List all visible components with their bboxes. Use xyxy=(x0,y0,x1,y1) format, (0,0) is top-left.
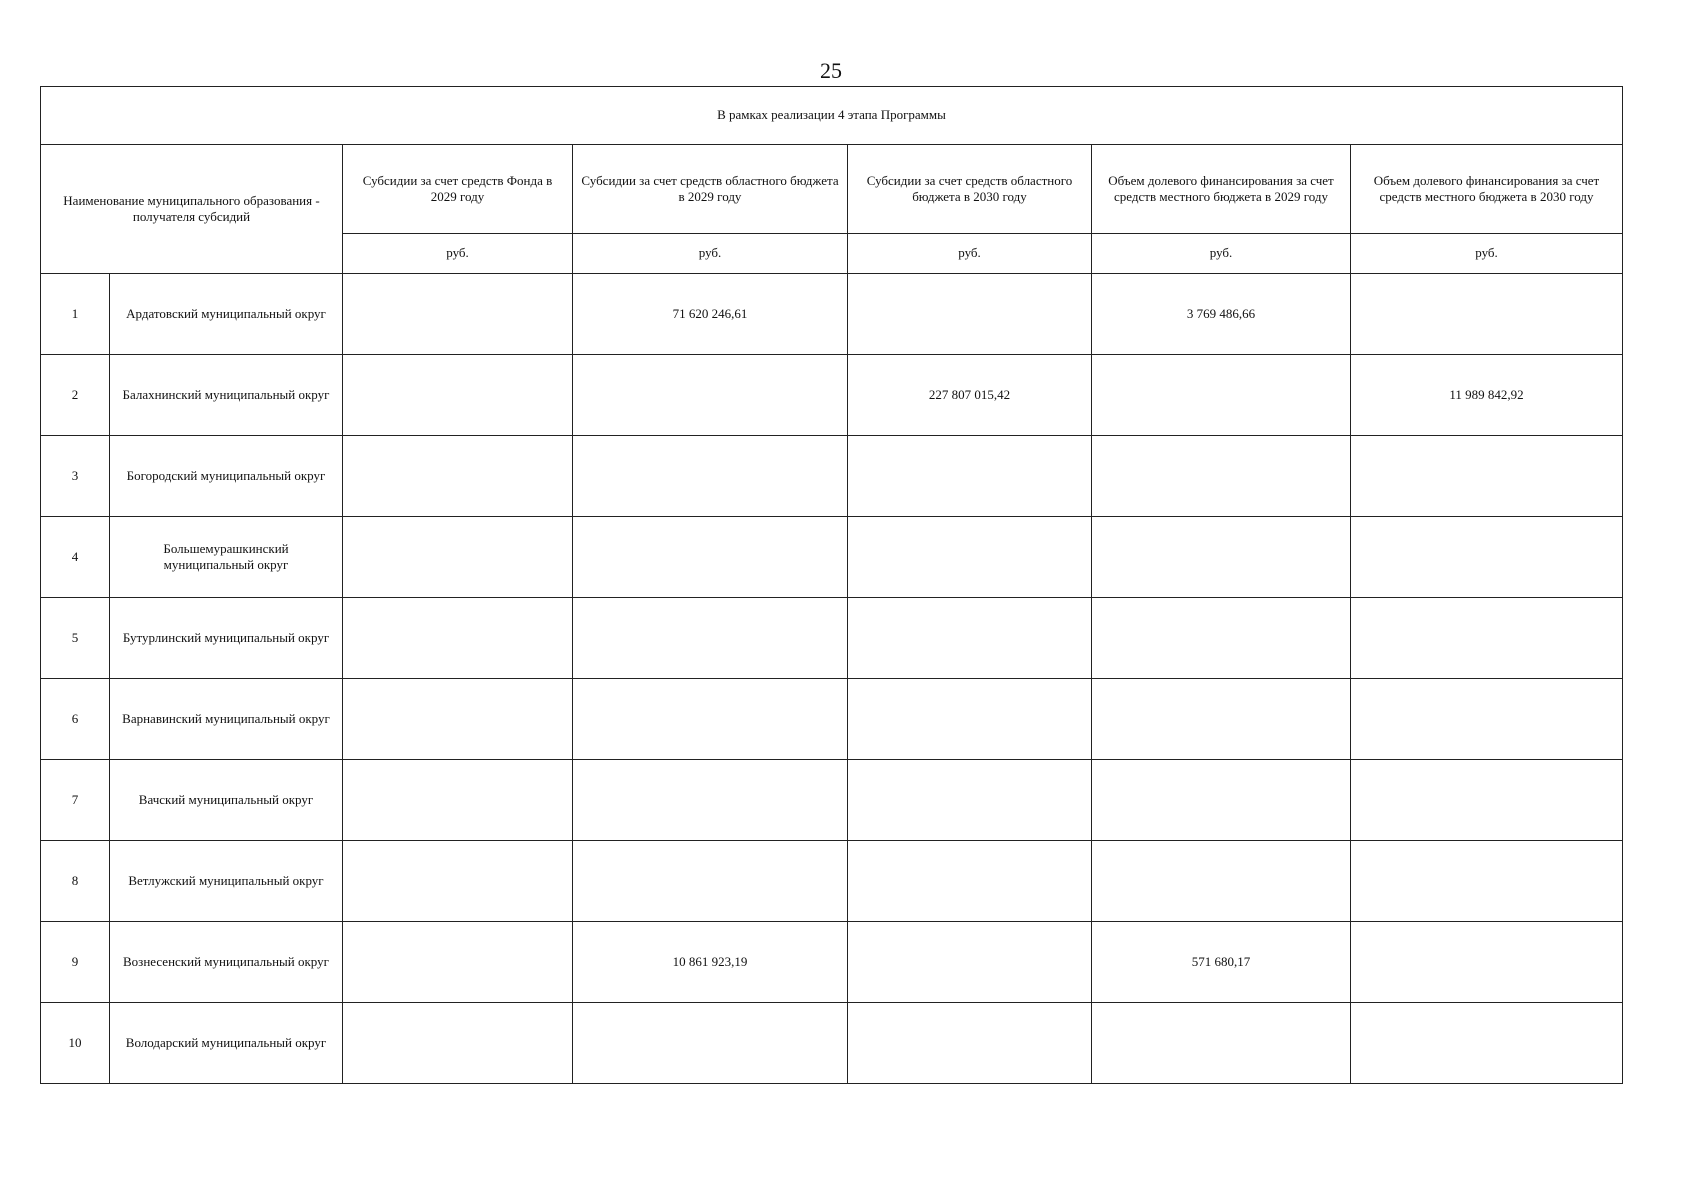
amount-cell xyxy=(1351,598,1623,679)
amount-cell xyxy=(343,517,573,598)
amount-cell xyxy=(848,517,1092,598)
amount-cell xyxy=(343,679,573,760)
table-row xyxy=(41,517,1623,598)
municipality-name: Вознесенский муниципальный округ xyxy=(110,922,343,1003)
row-number: 5 xyxy=(41,598,110,679)
header-fund-2029: Субсидии за счет средств Фонда в 2029 году xyxy=(343,145,573,234)
table-row xyxy=(41,436,1623,517)
unit-label: руб. xyxy=(1351,234,1623,274)
municipality-name: Балахнинский муниципальный округ xyxy=(110,355,343,436)
amount-cell xyxy=(343,436,573,517)
amount-cell xyxy=(573,760,848,841)
header-local-2030: Объем долевого финансирования за счет средств местного бюджета в 2030 году xyxy=(1351,145,1623,234)
amount-cell: 11 989 842,92 xyxy=(1351,355,1623,436)
amount-cell xyxy=(343,760,573,841)
amount-cell xyxy=(848,1003,1092,1084)
amount-cell: 10 861 923,19 xyxy=(573,922,848,1003)
row-number: 10 xyxy=(41,1003,110,1084)
amount-cell: 227 807 015,42 xyxy=(848,355,1092,436)
amount-cell xyxy=(343,355,573,436)
header-recipient-name: Наименование муниципального образования - получателя субсидий xyxy=(41,145,343,274)
table-row xyxy=(41,274,1623,355)
amount-cell xyxy=(848,436,1092,517)
amount-cell xyxy=(1351,760,1623,841)
subsidy-table xyxy=(40,86,1623,1084)
table-row xyxy=(41,922,1623,1003)
amount-cell xyxy=(848,274,1092,355)
amount-cell xyxy=(573,436,848,517)
amount-cell xyxy=(573,679,848,760)
amount-cell xyxy=(1092,760,1351,841)
table-row xyxy=(41,760,1623,841)
municipality-name: Вачский муниципальный округ xyxy=(110,760,343,841)
amount-cell xyxy=(573,517,848,598)
amount-cell xyxy=(1092,1003,1351,1084)
municipality-name: Варнавинский муниципальный округ xyxy=(110,679,343,760)
table-row xyxy=(41,598,1623,679)
table-row xyxy=(41,1003,1623,1084)
row-number: 3 xyxy=(41,436,110,517)
amount-cell xyxy=(848,922,1092,1003)
amount-cell: 3 769 486,66 xyxy=(1092,274,1351,355)
amount-cell xyxy=(1092,355,1351,436)
amount-cell xyxy=(1351,841,1623,922)
unit-label: руб. xyxy=(343,234,573,274)
municipality-name: Ардатовский муниципальный округ xyxy=(110,274,343,355)
row-number: 6 xyxy=(41,679,110,760)
header-regional-2030: Субсидии за счет средств областного бюджета в 2030 году xyxy=(848,145,1092,234)
amount-cell xyxy=(1351,436,1623,517)
amount-cell xyxy=(343,274,573,355)
row-number: 8 xyxy=(41,841,110,922)
unit-label: руб. xyxy=(573,234,848,274)
amount-cell: 71 620 246,61 xyxy=(573,274,848,355)
amount-cell xyxy=(1351,922,1623,1003)
table-title: В рамках реализации 4 этапа Программы xyxy=(41,87,1623,145)
row-number: 2 xyxy=(41,355,110,436)
unit-label: руб. xyxy=(1092,234,1351,274)
table-row xyxy=(41,841,1623,922)
row-number: 4 xyxy=(41,517,110,598)
amount-cell: 571 680,17 xyxy=(1092,922,1351,1003)
table-row xyxy=(41,679,1623,760)
amount-cell xyxy=(1351,517,1623,598)
amount-cell xyxy=(1351,679,1623,760)
municipality-name: Володарский муниципальный округ xyxy=(110,1003,343,1084)
amount-cell xyxy=(573,355,848,436)
header-local-2029: Объем долевого финансирования за счет средств местного бюджета в 2029 году xyxy=(1092,145,1351,234)
amount-cell xyxy=(848,679,1092,760)
amount-cell xyxy=(1092,436,1351,517)
amount-cell xyxy=(1351,274,1623,355)
amount-cell xyxy=(848,760,1092,841)
amount-cell xyxy=(343,1003,573,1084)
amount-cell xyxy=(343,841,573,922)
amount-cell xyxy=(1092,679,1351,760)
amount-cell xyxy=(848,841,1092,922)
amount-cell xyxy=(573,598,848,679)
table-row xyxy=(41,355,1623,436)
row-number: 1 xyxy=(41,274,110,355)
municipality-name: Ветлужский муниципальный округ xyxy=(110,841,343,922)
municipality-name: Бутурлинский муниципальный округ xyxy=(110,598,343,679)
amount-cell xyxy=(1092,517,1351,598)
unit-label: руб. xyxy=(848,234,1092,274)
amount-cell xyxy=(573,841,848,922)
page-number: 25 xyxy=(820,58,842,83)
amount-cell xyxy=(1092,598,1351,679)
table-body xyxy=(41,274,1623,1084)
municipality-name: Богородский муниципальный округ xyxy=(110,436,343,517)
row-number: 9 xyxy=(41,922,110,1003)
header-regional-2029: Субсидии за счет средств областного бюджета в 2029 году xyxy=(573,145,848,234)
amount-cell xyxy=(1092,841,1351,922)
amount-cell xyxy=(848,598,1092,679)
amount-cell xyxy=(343,598,573,679)
amount-cell xyxy=(343,922,573,1003)
amount-cell xyxy=(573,1003,848,1084)
row-number: 7 xyxy=(41,760,110,841)
municipality-name: Большемурашкинский муниципальный округ xyxy=(110,517,343,598)
amount-cell xyxy=(1351,1003,1623,1084)
